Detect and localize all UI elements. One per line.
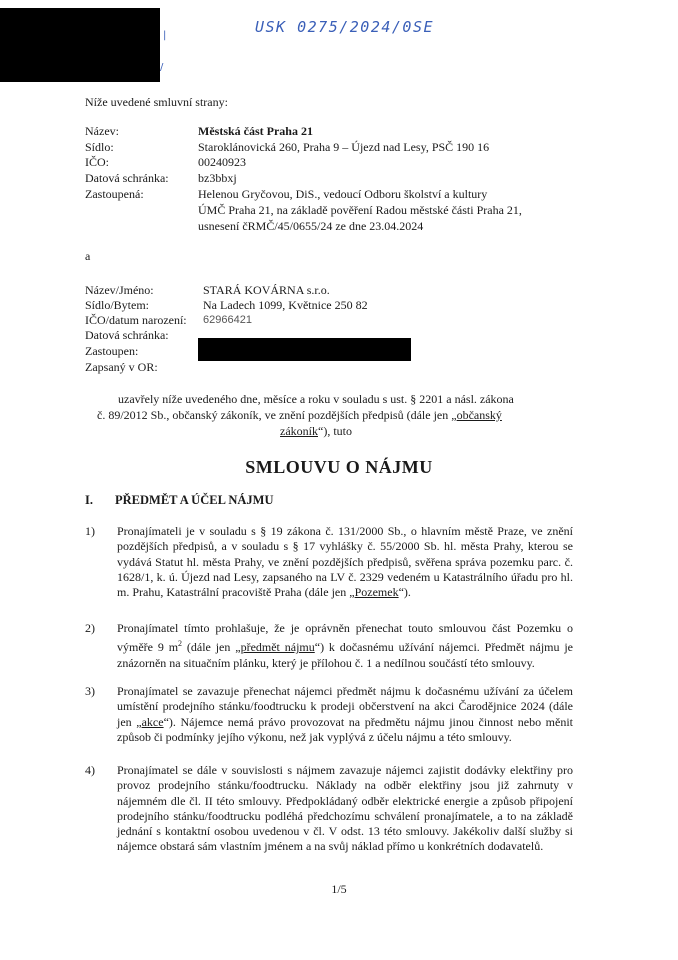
party2-value-seat: Na Ladech 1099, Květnice 250 82 bbox=[203, 298, 368, 312]
agreement-line-3-text: “), tuto bbox=[318, 424, 352, 438]
party1-label-representative: Zastoupená: bbox=[85, 187, 144, 201]
page-number: 1/5 bbox=[331, 882, 347, 896]
section-number: I. bbox=[85, 493, 93, 507]
party2-value-ico: 62966421 bbox=[203, 314, 252, 326]
party1-value-databox: bz3bbxj bbox=[198, 171, 237, 185]
party2-label-databox: Datová schránka: bbox=[85, 328, 169, 342]
paragraph-2-superscript: 2 bbox=[178, 639, 183, 649]
paragraph-number: 2) bbox=[85, 621, 95, 635]
party1-value-name: Městská část Praha 21 bbox=[198, 124, 313, 138]
party1-representative-line2: ÚMČ Praha 21, na základě pověření Radou městské části Praha 21, bbox=[198, 203, 522, 217]
paragraph-3-term: akce bbox=[141, 714, 164, 729]
party2-label-representative: Zastoupen: bbox=[85, 344, 139, 358]
paragraph-2-text-c: “) k dočasnému užívání nájemci. Předmět nájmu je znázorněn na situačním plánku, který je přílohou č. 1 a nedílnou součástí této smlouvy. bbox=[117, 640, 573, 670]
paragraph-2-text-b: (dále jen „ bbox=[182, 640, 241, 655]
pen-mark: / bbox=[160, 62, 164, 73]
handwritten-reference: USK 0275/2024/0SE bbox=[255, 18, 435, 36]
document-title: SMLOUVU O NÁJMU bbox=[245, 457, 433, 477]
party1-label-ico: IČO: bbox=[85, 155, 109, 169]
paragraph-2-term: předmět nájmu bbox=[240, 640, 315, 655]
agreement-line-2-text: č. 89/2012 Sb., občanský zákoník, ve znění pozdějších předpisů (dále jen „ bbox=[97, 408, 457, 422]
paragraph-3-text: Pronajímatel se zavazuje přenechat nájemci předmět nájmu k dočasnému užívání za účelem umístění prodejního stánku/foodtrucku k prodeji občerstvení na akci Čarodějnice 2024 (dále jen „ bbox=[117, 684, 573, 729]
agreement-line-3 bbox=[280, 424, 352, 439]
redaction-block-top bbox=[0, 8, 160, 82]
party1-label-name: Název: bbox=[85, 124, 119, 138]
party1-value-ico: 00240923 bbox=[198, 155, 246, 169]
agreement-term-civil: občanský bbox=[456, 408, 502, 422]
agreement-line-1: uzavřely níže uvedeného dne, měsíce a roku v souladu s ust. § 2201 a násl. zákona bbox=[118, 392, 514, 406]
paragraph-2 bbox=[117, 621, 573, 671]
party1-value-representative: Helenou Gryčovou, DiS., vedoucí Odboru školství a kultury bbox=[198, 187, 488, 201]
paragraph-2-text: Pronajímatel tímto prohlašuje, že je oprávněn přenechat touto smlouvou část Pozemku o výměře 9 m bbox=[117, 621, 573, 655]
paragraph-3-text-b: “). Nájemce nemá právo provozovat na předmětu nájmu jinou činnost nebo měnit způsob či podmínky jejího výkonu, než jak vyplývá z účelu nájmu a této smlouvy. bbox=[117, 714, 573, 744]
paragraph-1-text: Pronajímateli je v souladu s § 19 zákona č. 131/2000 Sb., o hlavním městě Praze, ve znění pozdějších předpisů, a v souladu s § 17 vyhlášky č. 55/2000 Sb. hl. města Prahy, kterou se vydává Statut hl. města Prahy, ve znění pozdějších předpisů, svěřena správa pozemku parc. č. 1628/1, k. ú. Újezd nad Lesy, zapsaného na LV č. 2329 vedeném u Katastrálního úřadu pro hl. m. Prahu, Katastrální pracoviště Praha (dále jen „ bbox=[117, 524, 573, 600]
party1-label-databox: Datová schránka: bbox=[85, 171, 169, 185]
agreement-line-2 bbox=[97, 408, 502, 423]
paragraph-4: Pronajímatel se dále v souvislosti s nájmem zavazuje nájemci zajistit dodávky elektřiny pro provoz prodejního stánku/foodtrucku. Náklady na odběr elektřiny jsou již zahrnuty v nájemném dle čl. II této smlouvy. Předpokládaný odběr elektrické energie a způsob připojení prodejního stánku/foodtrucku podléhá předchozímu schválení pronajímatele, a to na základě jednání s kontaktní osobou uvedenou v čl. V odst. 13 této smlouvy. Jakékoliv další služby si nájemce obstará sám vlastním jménem a na svůj náklad přímo u konkrétních dodavatelů. bbox=[117, 763, 573, 854]
and-separator: a bbox=[85, 249, 91, 263]
paragraph-1-term: Pozemek bbox=[354, 585, 399, 600]
paragraph-number: 1) bbox=[85, 524, 95, 538]
party2-label-register: Zapsaný v OR: bbox=[85, 360, 158, 374]
party1-label-seat: Sídlo: bbox=[85, 140, 114, 154]
paragraph-number: 3) bbox=[85, 684, 95, 698]
intro-text: Níže uvedené smluvní strany: bbox=[85, 95, 228, 109]
party2-label-name: Název/Jméno: bbox=[85, 283, 154, 297]
party2-value-name: STARÁ KOVÁRNA s.r.o. bbox=[203, 283, 330, 297]
party1-value-seat: Staroklánovická 260, Praha 9 – Újezd nad Lesy, PSČ 190 16 bbox=[198, 140, 490, 154]
party2-label-ico: IČO/datum narození: bbox=[85, 313, 187, 327]
paragraph-3 bbox=[117, 684, 573, 745]
pen-mark: | bbox=[163, 30, 167, 41]
paragraph-1-end: “). bbox=[398, 585, 411, 600]
paragraph-number: 4) bbox=[85, 763, 95, 777]
party1-representative-line3: usnesení čRMČ/45/0655/24 ze dne 23.04.2024 bbox=[198, 219, 424, 233]
redaction-block-representative bbox=[198, 338, 411, 361]
section-title: PŘEDMĚT A ÚČEL NÁJMU bbox=[115, 493, 274, 507]
agreement-term-code: zákoník bbox=[280, 424, 318, 438]
paragraph-1 bbox=[117, 524, 573, 600]
party2-label-seat: Sídlo/Bytem: bbox=[85, 298, 150, 312]
